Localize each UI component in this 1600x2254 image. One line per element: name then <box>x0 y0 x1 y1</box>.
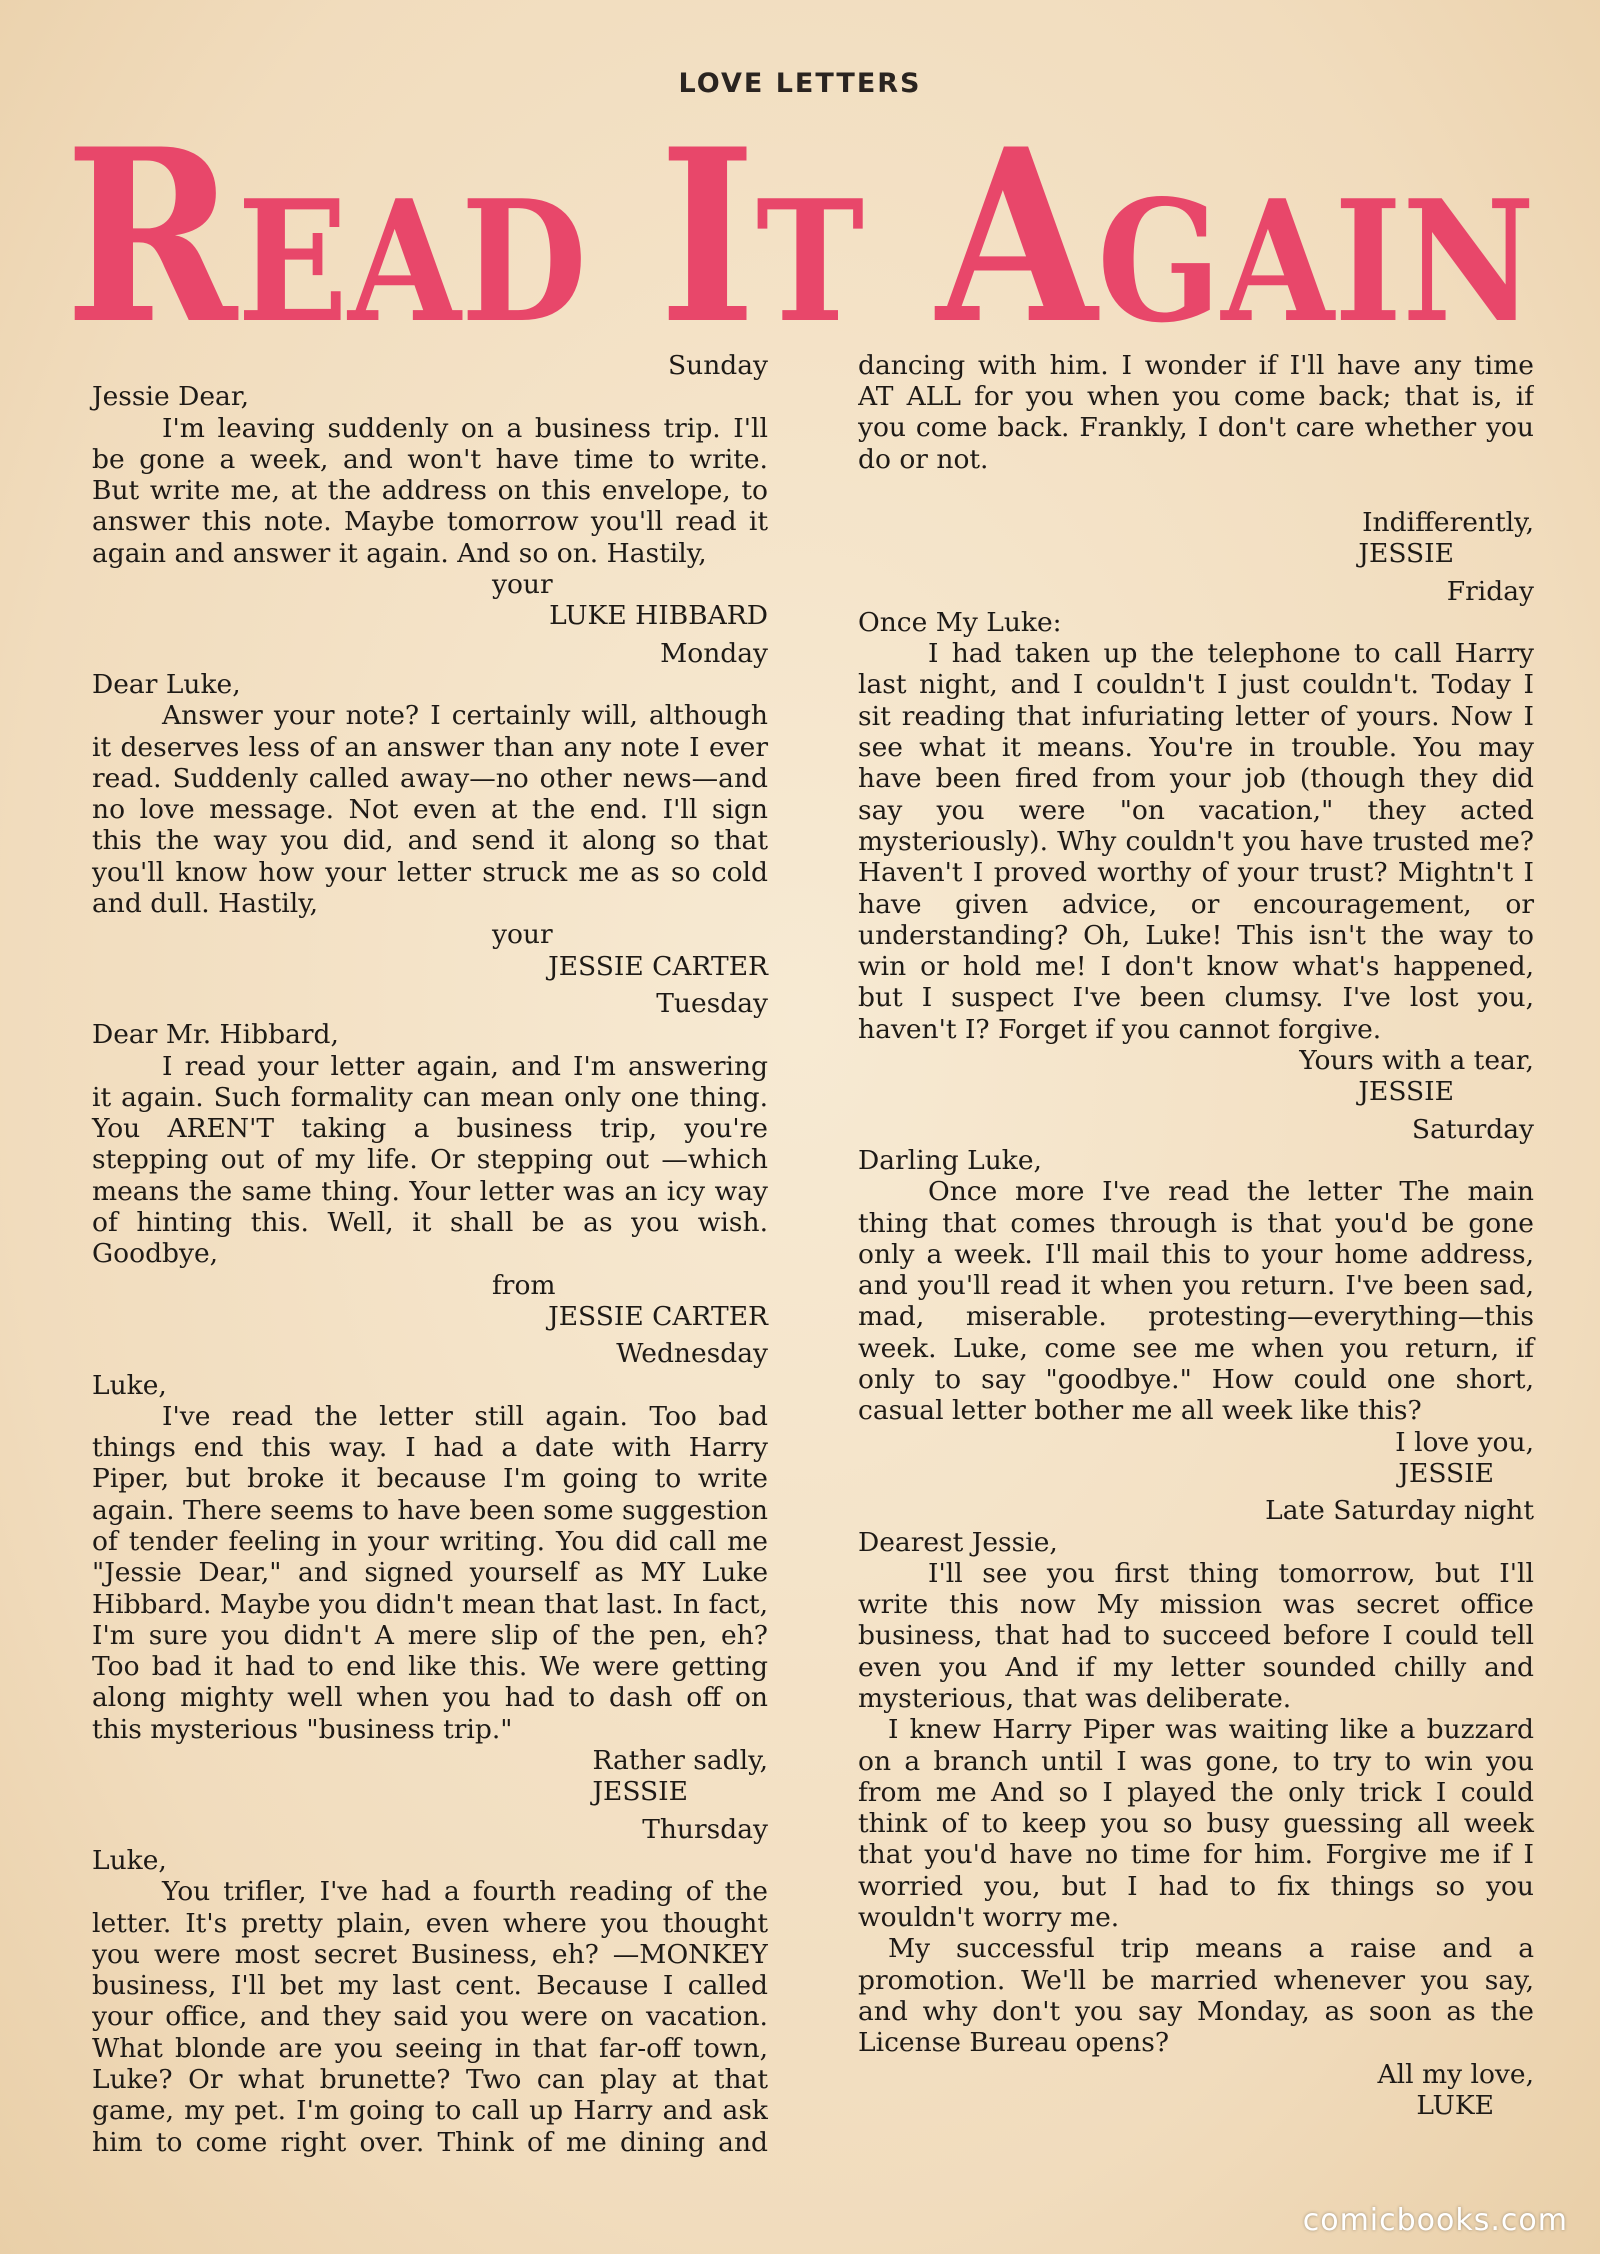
letter-salutation: Dear Luke, <box>92 668 241 700</box>
letter-closing: Rather sadly, <box>592 1745 768 1777</box>
letter-date: Wednesday <box>616 1338 768 1370</box>
letter-body: Answer your note? I certainly will, although it deserves less of an answer than any note I ever read. Suddenly called away—no other news—and no love message. Not even at the end. I'll sign this the way you did, and send it along so that you'll know how your letter struck me as so cold and dull. Hastily, <box>92 700 768 920</box>
letter-salutation: Darling Luke, <box>858 1144 1042 1176</box>
letter-signature: LUKE HIBBARD <box>549 600 768 632</box>
title-text: Read It Again <box>65 108 1535 348</box>
letter-closing: Yours with a tear, <box>1299 1045 1534 1077</box>
letter-signature: JESSIE <box>592 1776 688 1808</box>
title-lettering <box>60 108 1540 348</box>
letter-date: Tuesday <box>656 987 768 1019</box>
letter-body: I've read the letter still again. Too bad things end this way. I had a date with Harry Piper, but broke it because I'm going to write again. There seems to have been some suggestion of tender feeling in your writing. You did call me "Jessie Dear," and signed yourself as MY Luke Hibbard. Maybe you didn't mean that last. In fact, I'm sure you didn't A mere slip of the pen, eh? Too bad it had to end like this. We were getting along mighty well when you had to dash off on this mysterious "business trip." <box>92 1400 768 1745</box>
letter-body-part2: dancing with him. I wonder if I'll have any time AT ALL for you when you come back; that is, if you come back. Frankly, I don't care whether you do or not. <box>858 350 1534 475</box>
series-header: LOVE LETTERS <box>678 68 922 99</box>
letter-salutation: Dear Mr. Hibbard, <box>92 1019 339 1051</box>
letter-signature: JESSIE CARTER <box>548 950 768 982</box>
letter-body: I knew Harry Piper was waiting like a buzzard on a branch until I was gone, to try to win you from me And so I played the only trick I could think of to keep you so busy guessing all week that you'd have no time for him. Forgive me if I worried you, but I had to fix things so you wouldn't worry me. <box>858 1714 1534 1934</box>
left-column <box>92 350 768 2158</box>
letter-signature: JESSIE CARTER <box>548 1300 768 1332</box>
continued-text-window <box>858 350 1534 507</box>
letter-date: Late Saturday night <box>1265 1495 1534 1527</box>
letter-salutation: Luke, <box>92 1369 167 1401</box>
letter-closing: I love you, <box>1395 1426 1534 1458</box>
letter-closing: your <box>492 919 553 951</box>
letter-date: Thursday <box>642 1813 768 1845</box>
page-title <box>60 108 1540 348</box>
letter-closing: All my love, <box>1377 2058 1534 2090</box>
letter-date: Saturday <box>1411 1113 1534 1145</box>
letter-closing: from <box>492 1269 556 1301</box>
letter-closing: your <box>492 569 553 601</box>
letter-body: I'll see you first thing tomorrow, but I'll write this now My mission was secret office business, that had to succeed before I could tell even you And if my letter sounded chilly and mysterious, that was deliberate. <box>858 1557 1534 1714</box>
letter-body: I had taken up the telephone to call Harry last night, and I couldn't I just couldn't. Today I sit reading that infuriating letter of yours. Now I see what it means. You're in trouble. You may have been fired from your job (though they did say you were "on vacation," they acted mysteriously). Why couldn't you have trusted me? Haven't I proved worthy of your trust? Mightn't I have given advice, or encouragement, or understanding? Oh, Luke! This isn't the way to win or hold me! I don't know what's happened, but I suspect I've been clumsy. I've lost you, haven't I? Forget if you cannot forgive. <box>858 638 1534 1045</box>
letter-closing: Indifferently, <box>1362 507 1534 538</box>
letter-salutation: Luke, <box>92 1844 167 1876</box>
letter-body: I'm leaving suddenly on a business trip. I'll be gone a week, and won't have time to write. But write me, at the address on this envelope, to answer this note. Maybe tomorrow you'll read it again and answer it again. And so on. Hastily, <box>92 412 768 569</box>
letter-body-part1: You trifler, I've had a fourth reading of the letter. It's pretty plain, even where you thought you were most secret Business, eh? —MONKEY business, I'll bet my last cent. Because I called your office, and they said you were on vacation. What blonde are you seeing in that far-off town, Luke? Or what brunette? Two can play at that game, my pet. I'm going to call up Harry and ask him to come right over. Think of me dining and <box>92 1876 768 2158</box>
site-watermark: comicbooks.com <box>1302 2203 1568 2238</box>
letter-body: Once more I've read the letter The main thing that comes through is that you'd be gone only a week. I'll mail this to your home address, and you'll read it when you return. I've been sad, mad, miserable. protesting—everything—this week. Luke, come see me when you return, if only to say "goodbye." How could one short, casual letter bother me all week like this? <box>858 1176 1534 1427</box>
letter-date: Sunday <box>667 350 768 381</box>
letter-body: I read your letter again, and I'm answering it again. Such formality can mean only one thing. You AREN'T taking a business trip, you're stepping out of my life. Or stepping out —which means the same thing. Your letter was an icy way of hinting this. Well, it shall be as you wish. Goodbye, <box>92 1050 768 1270</box>
letter-signature: JESSIE <box>1358 1076 1454 1108</box>
letter-salutation: Once My Luke: <box>858 606 1062 638</box>
letter-signature: JESSIE <box>1398 1457 1494 1489</box>
letter-salutation: Dearest Jessie, <box>858 1526 1058 1558</box>
letter-date: Monday <box>660 637 768 669</box>
letter-body: My successful trip means a raise and a promotion. We'll be married whenever you say, and why don't you say Monday, as soon as the License Bureau opens? <box>858 1933 1534 2059</box>
right-column <box>858 350 1534 2121</box>
letter-salutation: Jessie Dear, <box>92 381 249 413</box>
letter-signature: LUKE <box>1416 2089 1494 2121</box>
letter-signature: JESSIE <box>1358 538 1454 570</box>
letter-date: Friday <box>1446 575 1534 607</box>
